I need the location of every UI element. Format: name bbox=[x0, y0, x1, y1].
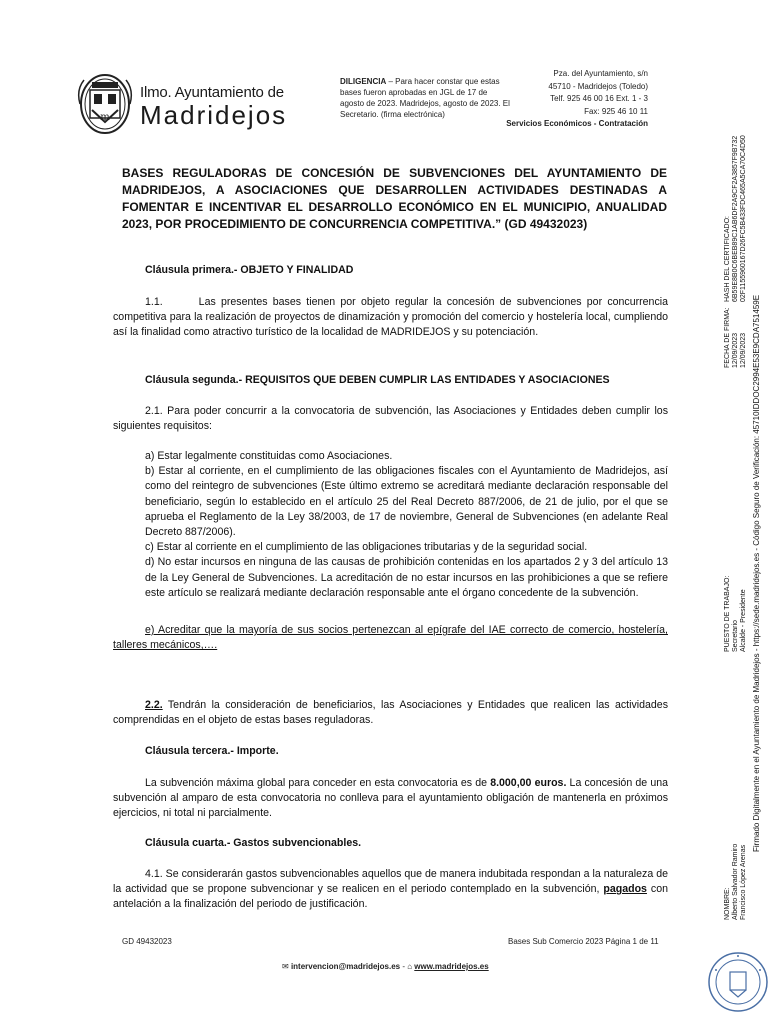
signer-name: Francisco López Arenas bbox=[740, 844, 747, 920]
footer-page-info: Bases Sub Comercio 2023 Página 1 de 11 bbox=[508, 937, 659, 946]
mail-icon: ✉ bbox=[282, 962, 289, 971]
signature-label: FECHA DE FIRMA: bbox=[724, 307, 731, 368]
list-item-e bbox=[113, 623, 668, 653]
list-item: b) Estar al corriente, en el cumplimiento de las obligaciones fiscales con el Ayuntamiento de Madridejos, así como del reintegro de subvenciones (Este último extremo se acreditará mediante declaración responsable del beneficiario, según lo establecido en el artículo 25 del Real Decreto 887/2006, de 21 de julio, por el que se aprueba el Reglamento de la Ley 38/2003, de 17 de noviembre, General de Subvenciones (en adelante Real Decreto 887/2006). bbox=[145, 465, 668, 539]
paragraph-text: La subvención máxima global para conceder en esta convocatoria es de bbox=[145, 777, 491, 789]
list-item: c) Estar al corriente en el cumplimiento de las obligaciones tributarias y de la seguridad social. bbox=[145, 541, 588, 554]
footer-doc-ref: GD 49432023 bbox=[122, 937, 172, 946]
coat-of-arms-logo bbox=[72, 70, 138, 136]
diligencia-text: – Para hacer constar que estas bases fueron aprobadas en JGL de 17 de agosto de 2023. Madridejos, agosto de 2023. El Secretario. (firma electrónica) bbox=[340, 77, 510, 119]
list-item-e-text: e) Acreditar que la mayoría de sus socios pertenezcan al epígrafe del IAE correcto de comercio, hostelería, talleres mecánicos,…. bbox=[113, 624, 668, 652]
signature-puesto-block bbox=[724, 576, 748, 652]
signature-label: HASH DEL CERTIFICADO: bbox=[724, 216, 731, 302]
clausula-3-paragraph bbox=[113, 776, 668, 822]
pagados-emphasis: pagados bbox=[603, 883, 647, 896]
signature-label: NOMBRE: bbox=[724, 887, 731, 920]
signature-date: 12/09/2023 bbox=[740, 332, 747, 368]
footer-contact bbox=[282, 962, 489, 971]
clausula-1-heading: Cláusula primera.- OBJETO Y FINALIDAD bbox=[145, 264, 354, 276]
certificate-hash: 6B59E8B0C6BEB89C1AB6DF2A9CF2A3857F9B732 bbox=[732, 135, 739, 302]
org-name-line2: Madridejos bbox=[140, 100, 288, 130]
signer-position: Secretario bbox=[732, 620, 739, 652]
requirements-list bbox=[145, 449, 668, 601]
certificate-hash: 02F1155960167D26FC5B433FDC465A5CA70C4D50 bbox=[740, 135, 747, 302]
address-block bbox=[500, 68, 648, 131]
diligencia-label: DILIGENCIA bbox=[340, 77, 387, 86]
clausula-2-2-paragraph bbox=[113, 698, 668, 728]
footer-email[interactable]: intervencion@madridejos.es bbox=[290, 962, 401, 971]
clausula-1-paragraph bbox=[113, 295, 668, 341]
paragraph-text: con antelación a la finalización del periodo de justificación. bbox=[113, 883, 668, 911]
paragraph-text: 4.1. Se considerarán gastos subvencionables aquellos que de manera indubitada respondan a la naturaleza de la actividad que se propone subvencionar y se realicen en el periodo contemplado en la subvención, bbox=[113, 868, 668, 896]
clausula-4-paragraph bbox=[113, 867, 668, 913]
paragraph-text: Las presentes bases tienen por objeto regular la concesión de subvenciones por concurrencia competitiva para la realización de proyectos de dinamización y promoción del comercio y hostelería local, cumpliendo así la finalidad como atractivo turístico de la localidad de MADRIDEJOS y su potenciación. bbox=[113, 296, 668, 339]
fax-line: Fax: 925 46 10 11 bbox=[584, 106, 648, 116]
paragraph-text: 2.1. Para poder concurrir a la convocatoria de subvención, las Asociaciones y Entidades deben cumplir los siguientes requisitos: bbox=[113, 405, 668, 433]
signer-name: Alberto Salvador Ramiro bbox=[732, 843, 739, 920]
list-item: d) No estar incursos en ninguna de las causas de prohibición contenidas en los apartados 2 y 3 del artículo 13 de la Ley General de Subvenciones. La acreditación de no estar incursos en las prohibiciones a que se refiere este artículo se realizará mediante declaración responsable ante el órgano concedente de la subvención. bbox=[145, 556, 668, 599]
clausula-2-intro bbox=[113, 404, 668, 434]
org-name-line1: Ilmo. Ayuntamiento de bbox=[140, 84, 284, 101]
list-item: a) Estar legalmente constituidas como Asociaciones. bbox=[145, 450, 393, 462]
document-title: BASES REGULADORAS DE CONCESIÓN DE SUBVENCIONES DEL AYUNTAMIENTO DE MADRIDEJOS, A ASOCIACIONES QUE DESARROLLEN ACTIVIDADES DESTINADAS A FOMENTAR E INCENTIVAR EL DESARROLLO ECONÓMICO EN EL MUNICIPIO, ANUALIDAD 2023, POR PROCEDIMIENTO DE CONCURRENCIA COMPETITIVA.” (GD 49432023) bbox=[122, 166, 667, 231]
footer-separator: - bbox=[400, 962, 408, 971]
signature-label: PUESTO DE TRABAJO: bbox=[724, 575, 731, 652]
signature-date: 12/09/2023 bbox=[732, 332, 739, 368]
clausula-3-heading: Cláusula tercera.- Importe. bbox=[145, 745, 279, 757]
footer-website-link[interactable]: www.madridejos.es bbox=[414, 962, 489, 971]
address-line: Pza. del Ayuntamiento, s/n bbox=[553, 69, 648, 78]
department-line: Servicios Económicos - Contratación bbox=[506, 119, 648, 128]
paragraph-number: 2.2. bbox=[145, 699, 163, 711]
diligencia-note bbox=[340, 76, 512, 120]
address-line: 45710 - Madridejos (Toledo) bbox=[548, 81, 648, 91]
home-icon: ⌂ bbox=[407, 962, 413, 971]
paragraph-text: Tendrán la consideración de beneficiarios, las Asociaciones y Entidades que realicen las actividades comprendidas en el objeto de estas bases reguladoras. bbox=[113, 699, 668, 727]
paragraph-text: La concesión de una subvención al amparo de esta convocatoria no conlleva para el ayuntamiento obligación de mantenerla en próximos ejercicios, ni total ni parcialmente. bbox=[113, 777, 668, 820]
signature-fecha-block bbox=[724, 307, 748, 368]
amount-value: 8.000,00 euros. bbox=[490, 777, 567, 789]
signer-position: Alcalde - Presidente bbox=[740, 589, 747, 652]
signature-hash-block bbox=[724, 135, 748, 302]
clausula-4-heading: Cláusula cuarta.- Gastos subvencionables. bbox=[145, 837, 362, 849]
official-seal-icon bbox=[706, 950, 770, 1014]
paragraph-number: 1.1. bbox=[145, 296, 163, 308]
signature-nombre-block bbox=[724, 844, 748, 920]
svg-text:m: m bbox=[100, 112, 110, 123]
digital-signature-line: Firmado Digitalmente en el Ayuntamiento de Madridejos - https://sede.madridejos.es - Código Seguro de Verificación: 45710IDDOC2994E53E9CDA751459E bbox=[752, 294, 761, 852]
clausula-2-heading: Cláusula segunda.- REQUISITOS QUE DEBEN CUMPLIR LAS ENTIDADES Y ASOCIACIONES bbox=[145, 374, 610, 386]
phone-line: Telf. 925 46 00 16 Ext. 1 - 3 bbox=[550, 94, 648, 103]
